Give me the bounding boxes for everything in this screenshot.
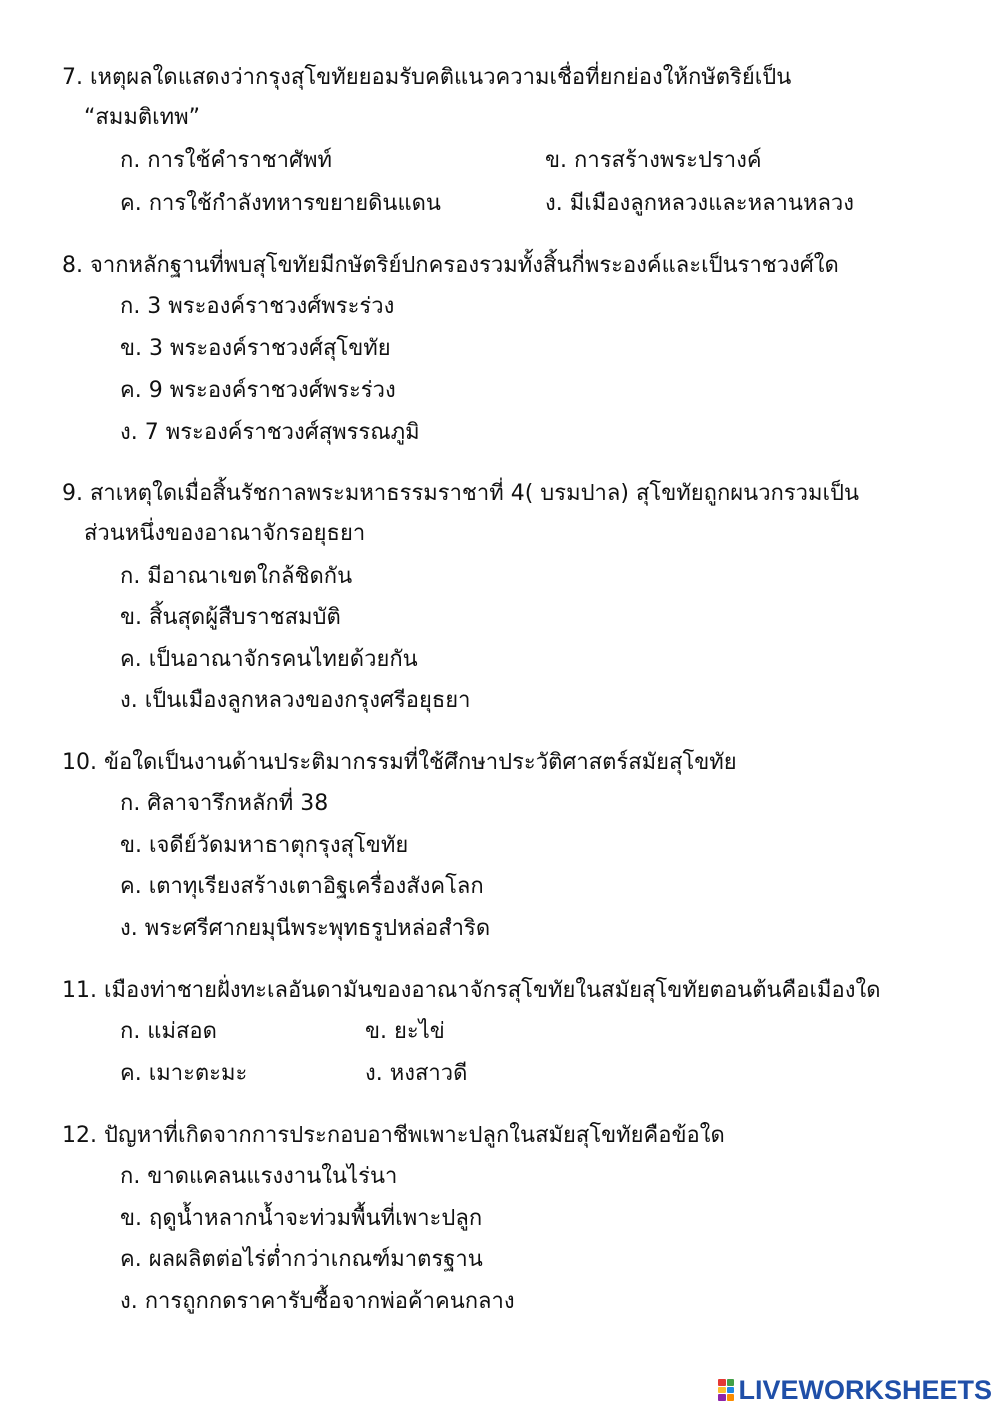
- q12-option-b[interactable]: ข. ฤดูน้ำหลากน้ำจะท่วมพื้นที่เพาะปลูก: [120, 1206, 483, 1231]
- question-7-text-cont: “สมมติเทพ”: [84, 105, 201, 130]
- q10-option-c[interactable]: ค. เตาทุเรียงสร้างเตาอิฐเครื่องสังคโลก: [120, 874, 484, 899]
- q8-option-c[interactable]: ค. 9 พระองค์ราชวงศ์พระร่วง: [120, 378, 396, 403]
- q10-option-d[interactable]: ง. พระศรีศากยมุนีพระพุทธรูปหล่อสำริด: [120, 916, 491, 941]
- question-11-text: 11. เมืองท่าชายฝั่งทะเลอันดามันของอาณาจักรสุโขทัยในสมัยสุโขทัยตอนต้นคือเมืองใด: [62, 978, 881, 1003]
- q11-option-d[interactable]: ง. หงสาวดี: [365, 1061, 468, 1086]
- question-10-text: 10. ข้อใดเป็นงานด้านประติมากรรมที่ใช้ศึกษาประวัติศาสตร์สมัยสุโขทัย: [62, 750, 737, 775]
- q9-option-d[interactable]: ง. เป็นเมืองลูกหลวงของกรุงศรีอยุธยา: [120, 688, 471, 713]
- question-12-text: 12. ปัญหาที่เกิดจากการประกอบอาชีพเพาะปลูกในสมัยสุโขทัยคือข้อใด: [62, 1123, 725, 1148]
- mark-block: [718, 1394, 726, 1401]
- question-10: [62, 743, 952, 783]
- question-7: [62, 58, 952, 138]
- question-8-text: 8. จากหลักฐานที่พบสุโขทัยมีกษัตริย์ปกครองรวมทั้งสิ้นกี่พระองค์และเป็นราชวงศ์ใด: [62, 253, 839, 278]
- liveworksheets-logo: [718, 1373, 992, 1407]
- q7-option-a[interactable]: ก. การใช้คำราชาศัพท์: [120, 148, 332, 173]
- mark-block: [718, 1387, 726, 1394]
- mark-block: [727, 1379, 735, 1386]
- q7-option-d[interactable]: ง. มีเมืองลูกหลวงและหลานหลวง: [545, 191, 855, 216]
- question-9-text: 9. สาเหตุใดเมื่อสิ้นรัชกาลพระมหาธรรมราชาที่ 4( บรมปาล) สุโขทัยถูกผนวกรวมเป็น: [62, 481, 860, 506]
- q9-option-b[interactable]: ข. สิ้นสุดผู้สืบราชสมบัติ: [120, 605, 341, 630]
- question-9: [62, 474, 952, 554]
- question-9-text-cont: ส่วนหนึ่งของอาณาจักรอยุธยา: [84, 521, 366, 546]
- q11-option-a[interactable]: ก. แม่สอด: [120, 1019, 217, 1044]
- mark-block: [727, 1394, 735, 1401]
- mark-block: [718, 1379, 726, 1386]
- q11-option-b[interactable]: ข. ยะไข่: [365, 1019, 445, 1044]
- q12-option-c[interactable]: ค. ผลผลิตต่อไร่ต่ำกว่าเกณฑ์มาตรฐาน: [120, 1247, 483, 1272]
- q11-option-c[interactable]: ค. เมาะตะมะ: [120, 1061, 248, 1086]
- q9-option-a[interactable]: ก. มีอาณาเขตใกล้ชิดกัน: [120, 564, 353, 589]
- q12-option-d[interactable]: ง. การถูกกดราคารับซื้อจากพ่อค้าคนกลาง: [120, 1289, 515, 1314]
- question-8: [62, 246, 952, 286]
- q10-option-a[interactable]: ก. ศิลาจารึกหลักที่ 38: [120, 791, 329, 816]
- q7-option-c[interactable]: ค. การใช้กำลังทหารขยายดินแดน: [120, 191, 441, 216]
- mark-block: [727, 1387, 735, 1394]
- q9-option-c[interactable]: ค. เป็นอาณาจักรคนไทยด้วยกัน: [120, 647, 418, 672]
- q7-option-b[interactable]: ข. การสร้างพระปรางค์: [545, 148, 762, 173]
- q8-option-b[interactable]: ข. 3 พระองค์ราชวงศ์สุโขทัย: [120, 336, 391, 361]
- q8-option-d[interactable]: ง. 7 พระองค์ราชวงศ์สุพรรณภูมิ: [120, 420, 420, 445]
- liveworksheets-mark-icon: [718, 1379, 734, 1401]
- q12-option-a[interactable]: ก. ขาดแคลนแรงงานในไร่นา: [120, 1164, 398, 1189]
- question-7-text: 7. เหตุผลใดแสดงว่ากรุงสุโขทัยยอมรับคติแนวความเชื่อที่ยกย่องให้กษัตริย์เป็น: [62, 65, 792, 90]
- q10-option-b[interactable]: ข. เจดีย์วัดมหาธาตุกรุงสุโขทัย: [120, 833, 409, 858]
- question-11: [62, 971, 952, 1011]
- q8-option-a[interactable]: ก. 3 พระองค์ราชวงศ์พระร่วง: [120, 294, 395, 319]
- liveworksheets-logo-text: LIVEWORKSHEETS: [738, 1374, 992, 1405]
- question-12: [62, 1116, 952, 1156]
